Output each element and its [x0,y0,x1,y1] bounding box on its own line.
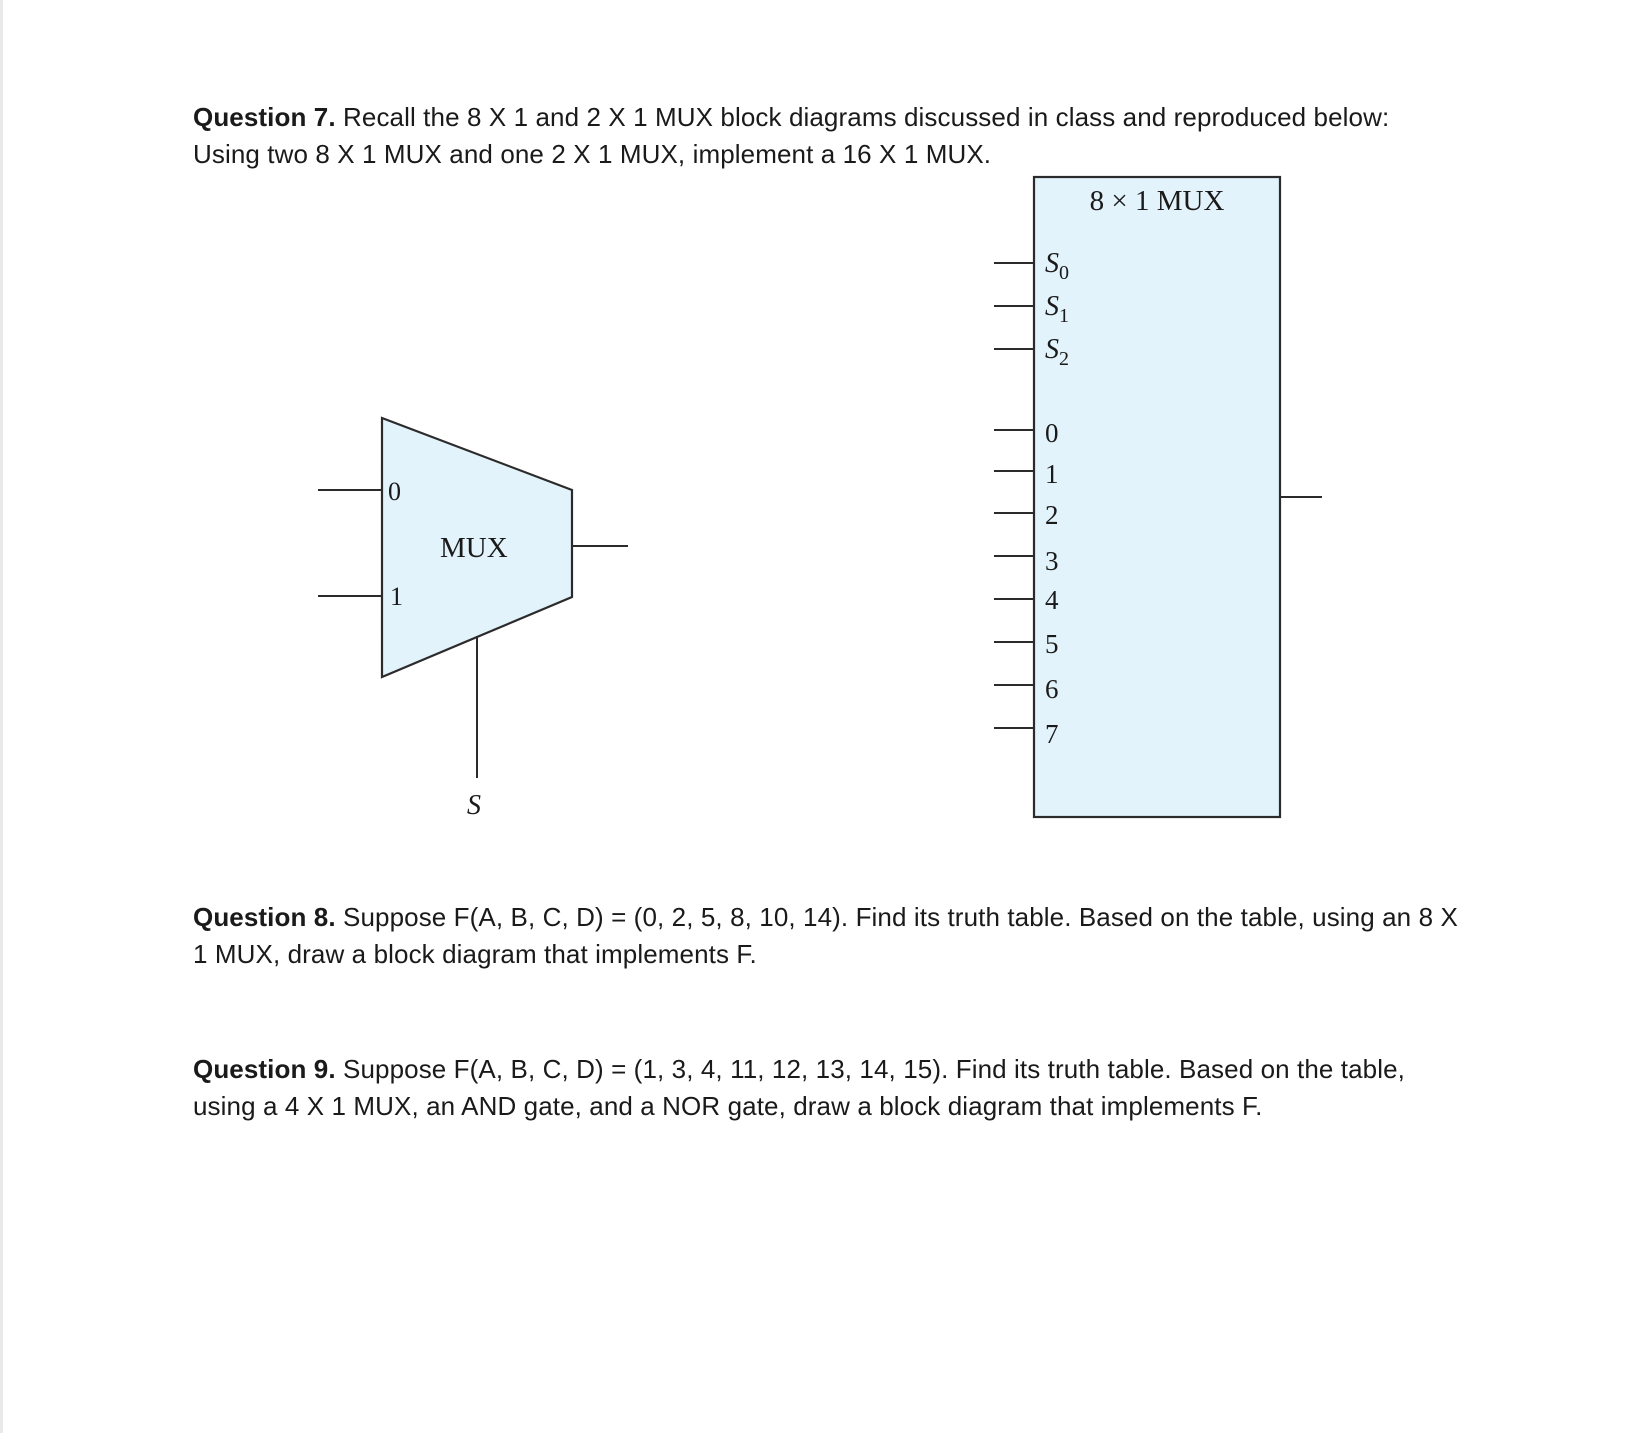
question-8-text: Suppose F(A, B, C, D) = (0, 2, 5, 8, 10, 14). Find its truth table. Based on the table, using an 8 X [335,902,1458,932]
input-label-3: 3 [1045,546,1059,576]
input-label-2: 2 [1045,500,1059,530]
input-label-1: 1 [1045,459,1059,489]
select-label-s0: $S_0$ [1045,248,1069,284]
input-label-5: 5 [1045,629,1059,659]
mux-8x1-block [994,177,1322,817]
question-9-text-line2: using a 4 X 1 MUX, an AND gate, and a NOR gate, draw a block diagram that implements F. [193,1091,1263,1121]
question-8-label: Question 8. [193,902,336,932]
question-7-text-line2: Using two 8 X 1 MUX and one 2 X 1 MUX, implement a 16 X 1 MUX. [193,139,992,169]
mux-2x1-label: MUX [440,532,508,564]
question-8 [193,899,1483,973]
question-9 [193,1051,1483,1125]
mux-2x1-input-1-label: 1 [390,582,403,611]
input-label-4: 4 [1045,585,1059,615]
question-7-label: Question 7. [193,102,336,132]
mux-2x1-block [318,418,628,821]
input-label-6: 6 [1045,674,1059,704]
mux-8x1-title: 8 × 1 MUX [1089,185,1225,217]
mux-8x1-body [1034,177,1280,817]
input-label-7: 7 [1045,719,1059,749]
mux-2x1-select-label: S [467,790,481,821]
question-8-text-line2: 1 MUX, draw a block diagram that implements F. [193,939,757,969]
input-label-0: 0 [1045,418,1059,448]
question-7-text: Recall the 8 X 1 and 2 X 1 MUX block diagrams discussed in class and reproduced below: [335,102,1390,132]
mux-8x1-selects [994,248,1069,370]
select-label-s2: $S_2$ [1045,334,1069,370]
question-9-text: Suppose F(A, B, C, D) = (1, 3, 4, 11, 12, 13, 14, 15). Find its truth table. Based on the table, [335,1054,1405,1084]
mux-2x1-input-0-label: 0 [388,477,401,506]
select-label-s1: $S_1$ [1045,291,1069,327]
question-9-label: Question 9. [193,1054,336,1084]
